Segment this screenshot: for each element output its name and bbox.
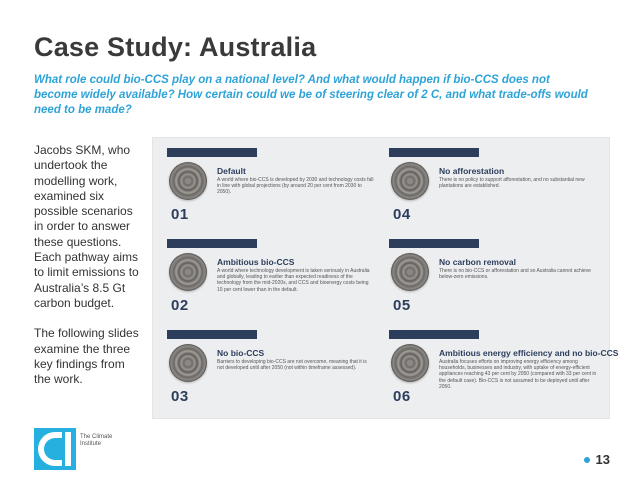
- card-header-bar: [167, 239, 257, 248]
- scenario-heading: No afforestation: [439, 166, 505, 176]
- climate-institute-logo: [34, 428, 154, 470]
- scenario-card-05: [389, 239, 595, 325]
- card-header-bar: [389, 330, 479, 339]
- scenario-number: 06: [393, 388, 411, 405]
- scenario-heading: Default: [217, 166, 246, 176]
- scenario-description: There is no policy to support afforestation, and no substantial new plantations are established.: [439, 177, 585, 190]
- card-header-bar: [389, 239, 479, 248]
- scenario-card-01: [167, 148, 373, 234]
- scenario-number: 01: [171, 206, 189, 223]
- slide-title: Case Study: Australia: [34, 32, 317, 62]
- scenario-card-06: [389, 330, 619, 416]
- log-cross-section-icon: [169, 162, 207, 200]
- scenario-number: 02: [171, 297, 189, 314]
- scenario-heading: Ambitious energy efficiency and no bio-CCS: [439, 348, 619, 358]
- scenario-description: A world where bio-CCS is developed by 2030 and technology costs fall in line with global projections (by around 20 per cent from 2030 to 2050).: [217, 177, 374, 196]
- scenario-number: 04: [393, 206, 411, 223]
- log-cross-section-icon: [391, 344, 429, 382]
- card-header-bar: [167, 330, 257, 339]
- card-header-bar: [167, 148, 257, 157]
- scenario-description: Barriers to developing bio-CCS are not overcome, meaning that it is not developed until after 2050 (not within timeframe assessed).: [217, 359, 367, 372]
- scenario-description: Australia focuses efforts on improving energy efficiency among households, businesses and industry, with uptake of energy-efficient appliances reaching 43 per cent by 2050 (compared with 33 per cent in the default case). Bio-CCS is not assumed to be deployed until after 2050.: [439, 359, 597, 390]
- slide-subtitle: What role could bio-CCS play on a national level? And what would happen if bio-CCS does not become widely available? How certain could we be of steering clear of 2 C, and what trade-offs would need to be made?: [34, 74, 588, 116]
- page-number: [584, 452, 610, 467]
- card-header-bar: [389, 148, 479, 157]
- scenario-number: 05: [393, 297, 411, 314]
- scenario-card-03: [167, 330, 373, 416]
- log-cross-section-icon: [391, 162, 429, 200]
- logo-text: The Climate Institute: [80, 434, 113, 447]
- scenario-description: There is no bio-CCS or afforestation and so Australia cannot achieve below-zero emissions.: [439, 268, 591, 281]
- scenario-description: A world where technology development is taken seriously in Australia and globally, leading to earlier than expected readiness of the technology from the mid-2020s, and CCS and bioenergy costs being 10 per cent lower than in the default.: [217, 268, 370, 293]
- scenario-heading: Ambitious bio-CCS: [217, 257, 295, 267]
- left-description: [34, 143, 144, 402]
- scenario-heading: No carbon removal: [439, 257, 516, 267]
- scenarios-panel: [152, 137, 619, 419]
- log-cross-section-icon: [169, 253, 207, 291]
- log-cross-section-icon: [169, 344, 207, 382]
- page-number-value: 13: [595, 452, 610, 467]
- scenario-number: 03: [171, 388, 189, 405]
- scenario-card-04: [389, 148, 595, 234]
- scenario-heading: No bio-CCS: [217, 348, 265, 358]
- scenario-card-02: [167, 239, 373, 325]
- description-paragraph-2: The following slides examine the three key findings from the work.: [34, 326, 139, 387]
- log-cross-section-icon: [391, 253, 429, 291]
- bullet-dot-icon: [584, 457, 590, 463]
- description-paragraph-1: Jacobs SKM, who undertook the modelling work, examined six possible scenarios in order to answer these questions. Each pathway aims to limit emissions to Australia’s 8.5 Gt carbon budget.: [34, 143, 139, 310]
- logo-mark-icon: [34, 428, 76, 470]
